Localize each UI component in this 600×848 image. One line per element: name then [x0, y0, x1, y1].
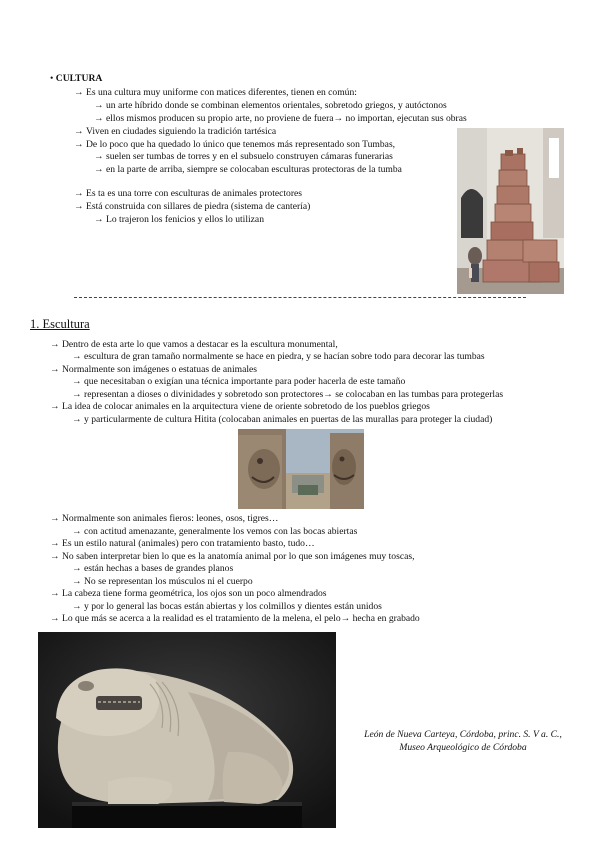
cultura-line-4: → Viven en ciudades siguiendo la tradición tartésica [74, 126, 277, 137]
arrow-right-icon: → [50, 339, 60, 350]
cultura-line-6: → suelen ser tumbas de torres y en el subsuelo construyen cámaras funerarias [94, 151, 393, 162]
cultura-line-10: → Lo trajeron los fenicios y ellos lo utilizan [94, 214, 264, 225]
cultura-line-3: → ellos mismos producen su propio arte, no proviene de fuera→ no importan, ejecutan sus obras [94, 113, 467, 124]
cultura-line-1: → Es una cultura muy uniforme con matices diferentes, tienen en común: [74, 87, 357, 98]
escultura-line-4: → que necesitaban o exigían una técnica importante para poder hacerla de este tamaño [72, 376, 406, 387]
escultura-line-16: → Lo que más se acerca a la realidad es el tratamiento de la melena, el pelo→ hecha en grabado [50, 613, 420, 624]
escultura-line-6: → La idea de colocar animales en la arquitectura viene de oriente sobretodo de los pueblos griegos [50, 401, 430, 412]
bullet-dot: • [50, 73, 56, 84]
lion-gate-photo [238, 429, 364, 509]
arrow-right-icon: → [50, 538, 60, 549]
escultura-line-3: → Normalmente son imágenes o estatuas de animales [50, 364, 258, 375]
arrow-right-icon: → [72, 576, 82, 587]
escultura-line-8: → Normalmente son animales fieros: leones, osos, tigres… [50, 513, 279, 524]
cultura-title: • CULTURA [50, 73, 103, 84]
caption-line-2: Museo Arqueológico de Córdoba [399, 742, 527, 753]
lion-gate-image [238, 429, 364, 509]
arrow-right-icon: → [94, 100, 104, 111]
arrow-right-icon: → [74, 126, 84, 137]
cultura-line-7: → en la parte de arriba, siempre se colocaban esculturas protectoras de la tumba [94, 164, 402, 175]
escultura-line-5: → representan a dioses o divinidades y sobretodo son protectores→ se colocaban en las tumbas para protegerlas [72, 389, 504, 400]
cultura-line-5: → De lo poco que ha quedado lo único que tenemos más representado son Tumbas, [74, 139, 396, 150]
tower-tomb-image [457, 128, 564, 294]
arrow-right-icon: → [72, 351, 82, 362]
arrow-right-icon: → [74, 201, 84, 212]
escultura-line-2: → escultura de gran tamaño normalmente se hace en piedra, y se hacían sobre todo para decorar las tumbas [72, 351, 485, 362]
arrow-right-icon: → [72, 389, 82, 400]
caption-line-1: León de Nueva Carteya, Córdoba, princ. S. V a. C., [364, 729, 562, 740]
tower-tomb-photo [457, 128, 564, 294]
arrow-right-icon: → [72, 526, 82, 537]
lion-sculpture-image [38, 632, 336, 828]
arrow-right-icon: → [74, 87, 84, 98]
section-heading-escultura: 1. Escultura [30, 317, 90, 331]
escultura-line-14: → La cabeza tiene forma geométrica, los ojos son un poco almendrados [50, 588, 327, 599]
image-caption [340, 728, 586, 754]
escultura-line-11: → No saben interpretar bien lo que es la anatomía animal por lo que son imágenes muy toscas, [50, 551, 415, 562]
arrow-right-icon: → [72, 601, 82, 612]
escultura-line-9: → con actitud amenazante, generalmente los vemos con las bocas abiertas [72, 526, 358, 537]
escultura-line-13: → No se representan los músculos ni el cuerpo [72, 576, 253, 587]
escultura-line-12: → están hechas a bases de grandes planos [72, 563, 234, 574]
cultura-line-8: → Es ta es una torre con esculturas de animales protectores [74, 188, 303, 199]
arrow-right-icon: → [74, 188, 84, 199]
escultura-line-1: → Dentro de esta arte lo que vamos a destacar es la escultura monumental, [50, 339, 338, 350]
lion-sculpture-photo [38, 632, 336, 828]
cultura-line-9: → Está construida con sillares de piedra (sistema de cantería) [74, 201, 311, 212]
arrow-right-icon: → [94, 113, 104, 124]
arrow-right-icon: → [50, 551, 60, 562]
arrow-right-icon: → [50, 613, 60, 624]
arrow-right-icon: → [50, 588, 60, 599]
section-divider [74, 297, 526, 298]
arrow-right-icon: → [94, 164, 104, 175]
escultura-line-15: → y por lo general las bocas están abiertas y los colmillos y dientes están unidos [72, 601, 382, 612]
escultura-line-7: → y particularmente de cultura Hitita (colocaban animales en puertas de las murallas para proteger la ciudad) [72, 414, 493, 425]
escultura-line-10: → Es un estilo natural (animales) pero con tratamiento basto, tudo… [50, 538, 315, 549]
arrow-right-icon: → [50, 401, 60, 412]
arrow-right-icon: → [94, 214, 104, 225]
arrow-right-icon: → [94, 151, 104, 162]
arrow-right-icon: → [50, 364, 60, 375]
arrow-right-icon: → [74, 139, 84, 150]
arrow-right-icon: → [50, 513, 60, 524]
arrow-right-icon: → [72, 376, 82, 387]
arrow-right-icon: → [72, 414, 82, 425]
cultura-line-2: → un arte híbrido donde se combinan elementos orientales, sobretodo griegos, y autóctonos [94, 100, 447, 111]
arrow-right-icon: → [72, 563, 82, 574]
